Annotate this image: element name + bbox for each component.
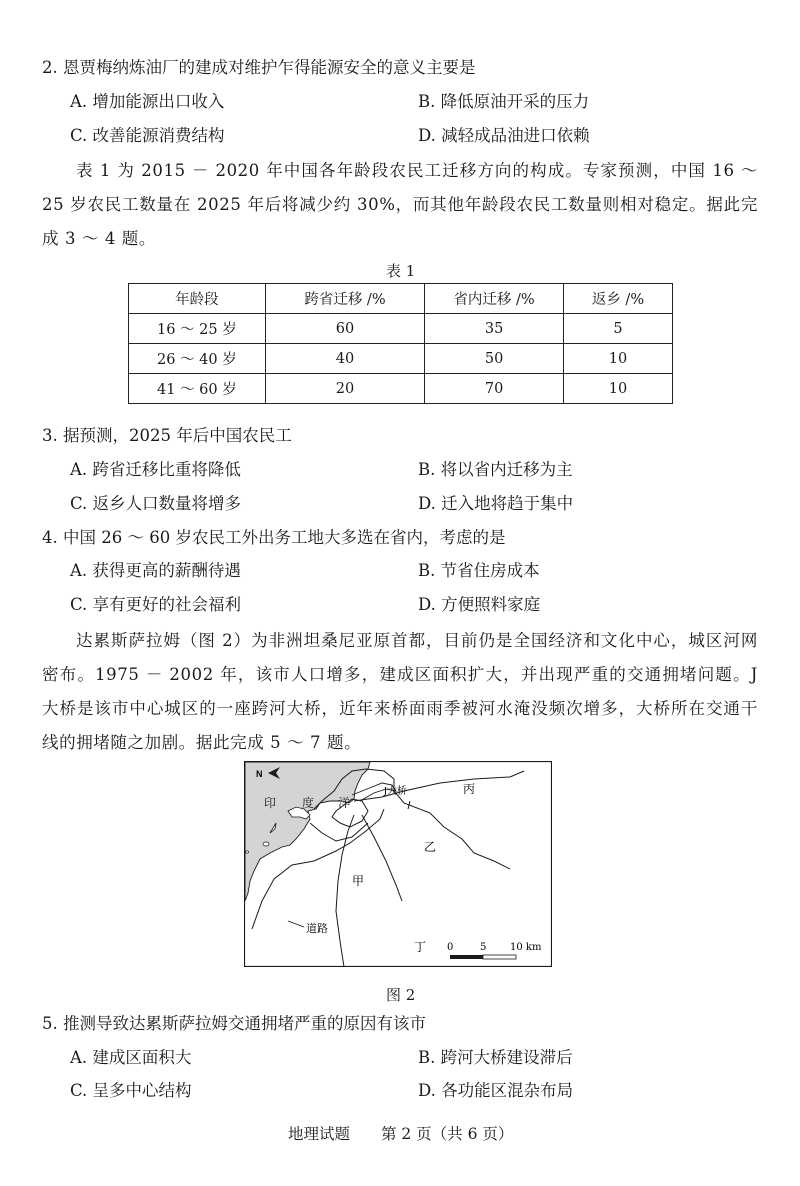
question-5-stem: 5. 推测导致达累斯萨拉姆交通拥堵严重的原因有该市 [42,1014,426,1033]
cell-intra: 35 [425,314,564,344]
question-2-option-b[interactable]: B. 降低原油开采的压力 [418,92,590,111]
svg-text:洋: 洋 [338,796,351,810]
question-5-option-d[interactable]: D. 各功能区混杂布局 [418,1081,574,1100]
question-4-option-d[interactable]: D. 方便照料家庭 [418,595,541,614]
question-4-option-c[interactable]: C. 享有更好的社会福利 [70,595,242,614]
cell-cross: 40 [265,344,424,374]
place-label-yi: 乙 [424,840,437,854]
cell-intra: 70 [425,374,564,404]
table-row [129,344,673,374]
cell-age: 16 ～ 25 岁 [129,314,266,344]
table-1 [128,283,673,404]
table-row [129,374,673,404]
place-label-jia: 甲 [352,874,365,888]
header-intra-province: 省内迁移 /% [425,284,564,314]
cell-age: 26 ～ 40 岁 [129,344,266,374]
svg-text:印: 印 [264,796,277,810]
table-1-caption: 表 1 [386,262,416,280]
j-bridge-label: J大桥 [384,786,407,797]
passage-table-intro: 表 1 为 2015 － 2020 年中国各年龄段农民工迁移方向的构成。专家预测，中国 16 ～ 25 岁农民工数量在 2025 年后将减少约 30%，而其他年龄段农民工数量则相对稳定。据此完成 3 ～ 4 题。 [42,161,758,248]
question-3-option-b[interactable]: B. 将以省内迁移为主 [418,460,573,479]
question-3-stem: 3. 据预测，2025 年后中国农民工 [42,426,292,445]
cell-return: 10 [563,344,672,374]
place-label-bing: 丙 [463,782,476,796]
question-3-option-c[interactable]: C. 返乡人口数量将增多 [70,494,242,513]
scale-bar-filled [450,955,483,959]
question-2-option-c[interactable]: C. 改善能源消费结构 [70,126,225,145]
svg-text:10 km: 10 km [510,942,542,953]
place-label-ding: 丁 [414,940,427,954]
svg-text:0: 0 [447,942,454,953]
cell-return: 5 [563,314,672,344]
cell-intra: 50 [425,344,564,374]
north-label: N [256,769,263,779]
question-4-option-a[interactable]: A. 获得更高的薪酬待遇 [70,561,241,580]
cell-cross: 20 [265,374,424,404]
question-5-option-a[interactable]: A. 建成区面积大 [70,1048,192,1067]
question-2-option-a[interactable]: A. 增加能源出口收入 [70,92,225,111]
svg-text:5: 5 [480,942,487,953]
question-4-option-b[interactable]: B. 节省住房成本 [418,561,540,580]
footer-page-number: 第 2 页（共 6 页） [380,1125,514,1143]
question-2-option-d[interactable]: D. 减轻成品油进口依赖 [418,126,590,145]
island-icon [246,851,249,853]
table-header-row [129,284,673,314]
cell-age: 41 ～ 60 岁 [129,374,266,404]
island-icon [263,842,269,846]
question-2-stem: 2. 恩贾梅纳炼油厂的建成对维护乍得能源安全的意义主要是 [42,58,476,77]
page-footer [288,1122,513,1144]
question-4-stem: 4. 中国 26 ～ 60 岁农民工外出务工地大多选在省内，考虑的是 [42,528,506,547]
svg-text:度: 度 [302,796,315,810]
road-label: 道路 [306,922,328,935]
passage-dar-es-salaam: 达累斯萨拉姆（图 2）为非洲坦桑尼亚原首都，目前仍是全国经济和文化中心，城区河网密布。1975 － 2002 年，该市人口增多，建成区面积扩大，并出现严重的交通拥堵问题。J 大桥是该市中心城区的一座跨河大桥，近年来桥面雨季被河水淹没频次增多，大桥所在交通干线的拥堵随之加剧。据此完成 5 ～ 7 题。 [42,631,758,752]
question-3-option-a[interactable]: A. 跨省迁移比重将降低 [70,460,241,479]
footer-subject: 地理试题 [288,1125,351,1143]
question-5-option-c[interactable]: C. 呈多中心结构 [70,1081,192,1100]
header-return-home: 返乡 /% [563,284,672,314]
scale-bar-empty [483,955,516,959]
figure-2-map [244,761,552,967]
table-row [129,314,673,344]
question-5-option-b[interactable]: B. 跨河大桥建设滞后 [418,1048,573,1067]
cell-cross: 60 [265,314,424,344]
cell-return: 10 [563,374,672,404]
question-3-option-d[interactable]: D. 迁入地将趋于集中 [418,494,574,513]
header-cross-province: 跨省迁移 /% [265,284,424,314]
figure-2-caption: 图 2 [386,986,416,1004]
header-age: 年龄段 [129,284,266,314]
